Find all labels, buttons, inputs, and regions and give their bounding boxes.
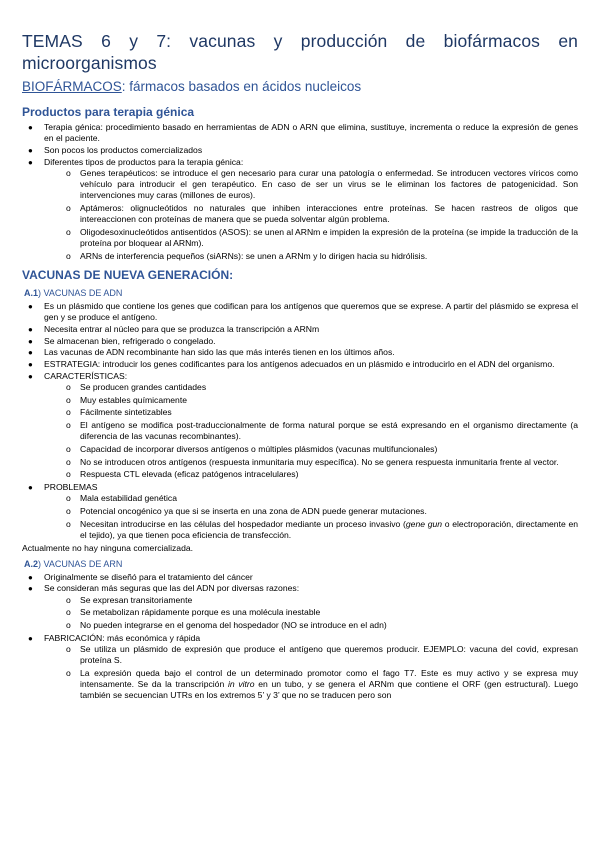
circle-bullet-icon: o: [66, 226, 71, 237]
sublist-item: o Aptámeros: olignucleótidos no naturales que inhiben interacciones entre proteínas. Se hacen rastreos de oligos que intereaccionen con proteínas de manera que se pueda solventar algún problema.: [66, 202, 578, 225]
list-item: ● ESTRATEGIA: introducir los genes codificantes para los antígenos adecuados en un plásmido e introducirlo en el ADN del organismo.: [28, 358, 555, 369]
vacunas-adn-list: [22, 301, 578, 541]
bullet-icon: ●: [28, 482, 33, 492]
bullet-icon: ●: [28, 348, 33, 358]
circle-bullet-icon: o: [66, 493, 71, 504]
section-heading-terapia-genica: Productos para terapia génica: [22, 105, 195, 119]
note-text: Actualmente no hay ninguna comercializada.: [22, 542, 194, 553]
tipos-productos-sublist: [44, 168, 578, 262]
circle-bullet-icon: o: [66, 505, 71, 516]
sublist-item: o Respuesta CTL elevada (eficaz patógenos intracelulares): [66, 469, 299, 480]
sublist-item: o Se utiliza un plásmido de expresión que produce el antígeno que queremos producir. EJEMPLO: vacuna del covid, expresan proteína S.: [66, 643, 578, 666]
circle-bullet-icon: o: [66, 607, 71, 618]
circle-bullet-icon: o: [66, 419, 71, 430]
document-title: TEMAS 6 y 7: vacunas y producción de biofármacos en microorganismos: [22, 31, 578, 73]
circle-bullet-icon: o: [66, 643, 71, 654]
bullet-icon: ●: [28, 157, 33, 167]
bullet-icon: ●: [28, 572, 33, 582]
circle-bullet-icon: o: [66, 518, 71, 529]
bullet-icon: ●: [28, 371, 33, 381]
section-heading-vacunas: VACUNAS DE NUEVA GENERACIÓN:: [22, 267, 234, 282]
sublist-item: o No se introducen otros antígenos (respuesta inmunitaria muy específica). No se genera respuesta inmunitaria frente al vector.: [66, 456, 559, 467]
circle-bullet-icon: o: [66, 594, 71, 605]
subtitle-underlined: BIOFÁRMACOS: [22, 79, 122, 94]
bullet-icon: ●: [28, 145, 33, 155]
circle-bullet-icon: o: [66, 394, 71, 405]
list-item: ● Se consideran más seguras que las del ADN por diversas razones: o Se expresan transitoriamente o Se metabolizan rápidamente porque es una molécula inestable o No pueden integrarse en el genoma del hospedador (NO se introduce en el adn): [22, 583, 578, 631]
sublist-item: o La expresión queda bajo el control de un determinado promotor como el fago T7. Este es muy activo y se expresa muy intensamente. Se da la transcripción in vitro en un tubo, y se genera el ARNm que contiene el ORF (gen estructural). Luego también se secuencian UTRs en los extremos 5’ y 3’ que no se traducen pero son: [66, 667, 578, 701]
sublist-item: o Se producen grandes cantidades: [66, 381, 207, 392]
caracteristicas-sublist: [44, 382, 578, 481]
sublist-item: o Oligodesoxinucleótidos antisentidos (ASOS): se unen al ARNm e impiden la expresión de la proteína (se impide la traducción de la proteína por bloquear al ARNm).: [66, 226, 578, 249]
circle-bullet-icon: o: [66, 202, 71, 213]
list-item: ● Es un plásmido que contiene los genes que codifican para los antígenos que queremos que se exprese. A partir del plásmido se expresa el gen y se produce el antígeno.: [28, 300, 578, 323]
bullet-icon: ●: [28, 584, 33, 594]
subsection-heading-adn: A.1) VACUNAS DE ADN: [24, 287, 123, 298]
bullet-icon: ●: [28, 123, 33, 132]
sublist-item: o Necesitan introducirse en las células del hospedador mediante un proceso invasivo (gene gun o electroporación, directamente en el tejido), ya que tienen poca eficiencia de transfección.: [66, 518, 579, 540]
circle-bullet-icon: o: [66, 620, 71, 631]
bullet-icon: ●: [28, 633, 33, 643]
sublist-item: o Mala estabilidad genética: [66, 493, 177, 504]
bullet-icon: ●: [28, 301, 33, 311]
sublist-item: o Se metabolizan rápidamente porque es una molécula inestable: [66, 607, 321, 618]
sublist-item: o Capacidad de incorporar diversos antígenos o múltiples plásmidos (vacunas multifuncionales): [66, 443, 438, 454]
circle-bullet-icon: o: [66, 381, 71, 392]
circle-bullet-icon: o: [66, 469, 71, 480]
terapia-genica-list: [22, 122, 578, 262]
subtitle: [22, 78, 578, 95]
list-item: ● CARACTERÍSTICAS: o Se producen grandes cantidades o Muy estables químicamente o Fácilmente sintetizables o El antígeno se modifica post-traduccionalmente de forma natural porque se está expresando en el organismo directamente (a diferencia de las vacunas recombinantes). o Capacidad de incorporar diversos antígenos o múltiples plásmidos (vacunas multifuncionales) o No se introducen otros antígenos (respuesta inmunitaria muy específica). No se genera respuesta inmunitaria frente al vector. o Respuesta CTL elevada (eficaz patógenos intracelulares): [28, 370, 578, 480]
sublist-item: o Genes terapéuticos: se introduce el gen necesario para curar una patología o enfermedad. Se introducen vectores víricos como vehículo para introducir el gen terapéutico. En caso de ser un virus se le eliminan los factores de patogenicidad. Son intervenciones muy caras (millones de euros).: [66, 167, 578, 201]
list-item: ● Son pocos los productos comercializados: [28, 144, 203, 155]
sublist-item: o Muy estables químicamente: [66, 394, 187, 405]
circle-bullet-icon: o: [66, 407, 71, 418]
razones-sublist: [44, 595, 578, 632]
list-item: ● Necesita entrar al núcleo para que se produzca la transcripción a ARNm: [28, 323, 320, 334]
list-item: ● PROBLEMAS o Mala estabilidad genética o Potencial oncogénico ya que si se inserta en una zona de ADN puede generar mutaciones. o Necesitan introducirse en las células del hospedador mediante un proceso invasivo (gene gun o electroporación, directamente en el tejido), ya que tienen poca eficiencia de transfección.: [28, 481, 579, 540]
list-item: ● Diferentes tipos de productos para la terapia génica: o Genes terapéuticos: se introduce el gen necesario para curar una patología o enfermedad. Se introducen vectores víricos como vehículo para introducir el gen terapéutico. En caso de ser un virus se le eliminan los factores de patogenicidad. Son intervenciones muy caras (millones de euros). o Aptámeros: olignucleótidos no naturales que inhiben interacciones entre proteínas. Se hacen rastreos de oligos que intereaccionen con proteínas de manera que se pueda solventar algún problema. o Oligodesoxinucleótidos antisentidos (ASOS): se unen al ARNm e impiden la expresión de la proteína (se impide la traducción de la proteína por bloquear al ARNm). o ARNs de interferencia pequeños (siARNs): se unen a ARNm y lo dirigen hacia su hidrólisis.: [28, 156, 578, 261]
list-item: ● Terapia génica: procedimiento basado en herramientas de ADN o ARN que elimina, sustituye, incrementa o reduce la expresión de genes en el paciente.: [28, 122, 578, 144]
list-item: ● Se almacenan bien, refrigerado o congelado.: [28, 335, 216, 346]
fabricacion-sublist: [44, 644, 578, 702]
sublist-item: o El antígeno se modifica post-traduccionalmente de forma natural porque se está expresando en el organismo directamente (a diferencia de las vacunas recombinantes).: [66, 419, 578, 442]
vacunas-arn-list: [22, 572, 578, 702]
circle-bullet-icon: o: [66, 167, 71, 178]
sublist-item: o Fácilmente sintetizables: [66, 407, 172, 418]
subsection-heading-arn: A.2) VACUNAS DE ARN: [24, 558, 123, 569]
subtitle-rest: : fármacos basados en ácidos nucleicos: [121, 79, 362, 94]
sublist-item: o ARNs de interferencia pequeños (siARNs): se unen a ARNm y lo dirigen hacia su hidrólisis.: [66, 250, 428, 261]
list-item: ● Originalmente se diseñó para el tratamiento del cáncer: [28, 571, 253, 582]
circle-bullet-icon: o: [66, 667, 71, 678]
circle-bullet-icon: o: [66, 250, 71, 261]
bullet-icon: ●: [28, 359, 33, 369]
bullet-icon: ●: [28, 324, 33, 334]
sublist-item: o No pueden integrarse en el genoma del hospedador (NO se introduce en el adn): [66, 620, 387, 631]
sublist-item: o Potencial oncogénico ya que si se inserta en una zona de ADN puede generar mutaciones.: [66, 505, 427, 516]
problemas-sublist: [44, 493, 578, 541]
list-item: ● FABRICACIÓN: más económica y rápida o Se utiliza un plásmido de expresión que produce el antígeno que queremos producir. EJEMPLO: vacuna del covid, expresan proteína S. o La expresión queda bajo el control de un determinado promotor como el fago T7. Este es muy activo y se expresa muy intensamente. Se da la transcripción in vitro en un tubo, y se genera el ARNm que contiene el ORF (gen estructural). Luego también se secuencian UTRs en los extremos 5’ y 3’ que no se traducen pero son: [28, 632, 578, 701]
list-item: ● Las vacunas de ADN recombinante han sido las que más interés tienen en los últimos años.: [28, 347, 395, 358]
circle-bullet-icon: o: [66, 456, 71, 467]
bullet-icon: ●: [28, 336, 33, 346]
sublist-item: o Se expresan transitoriamente: [66, 594, 193, 605]
circle-bullet-icon: o: [66, 443, 71, 454]
